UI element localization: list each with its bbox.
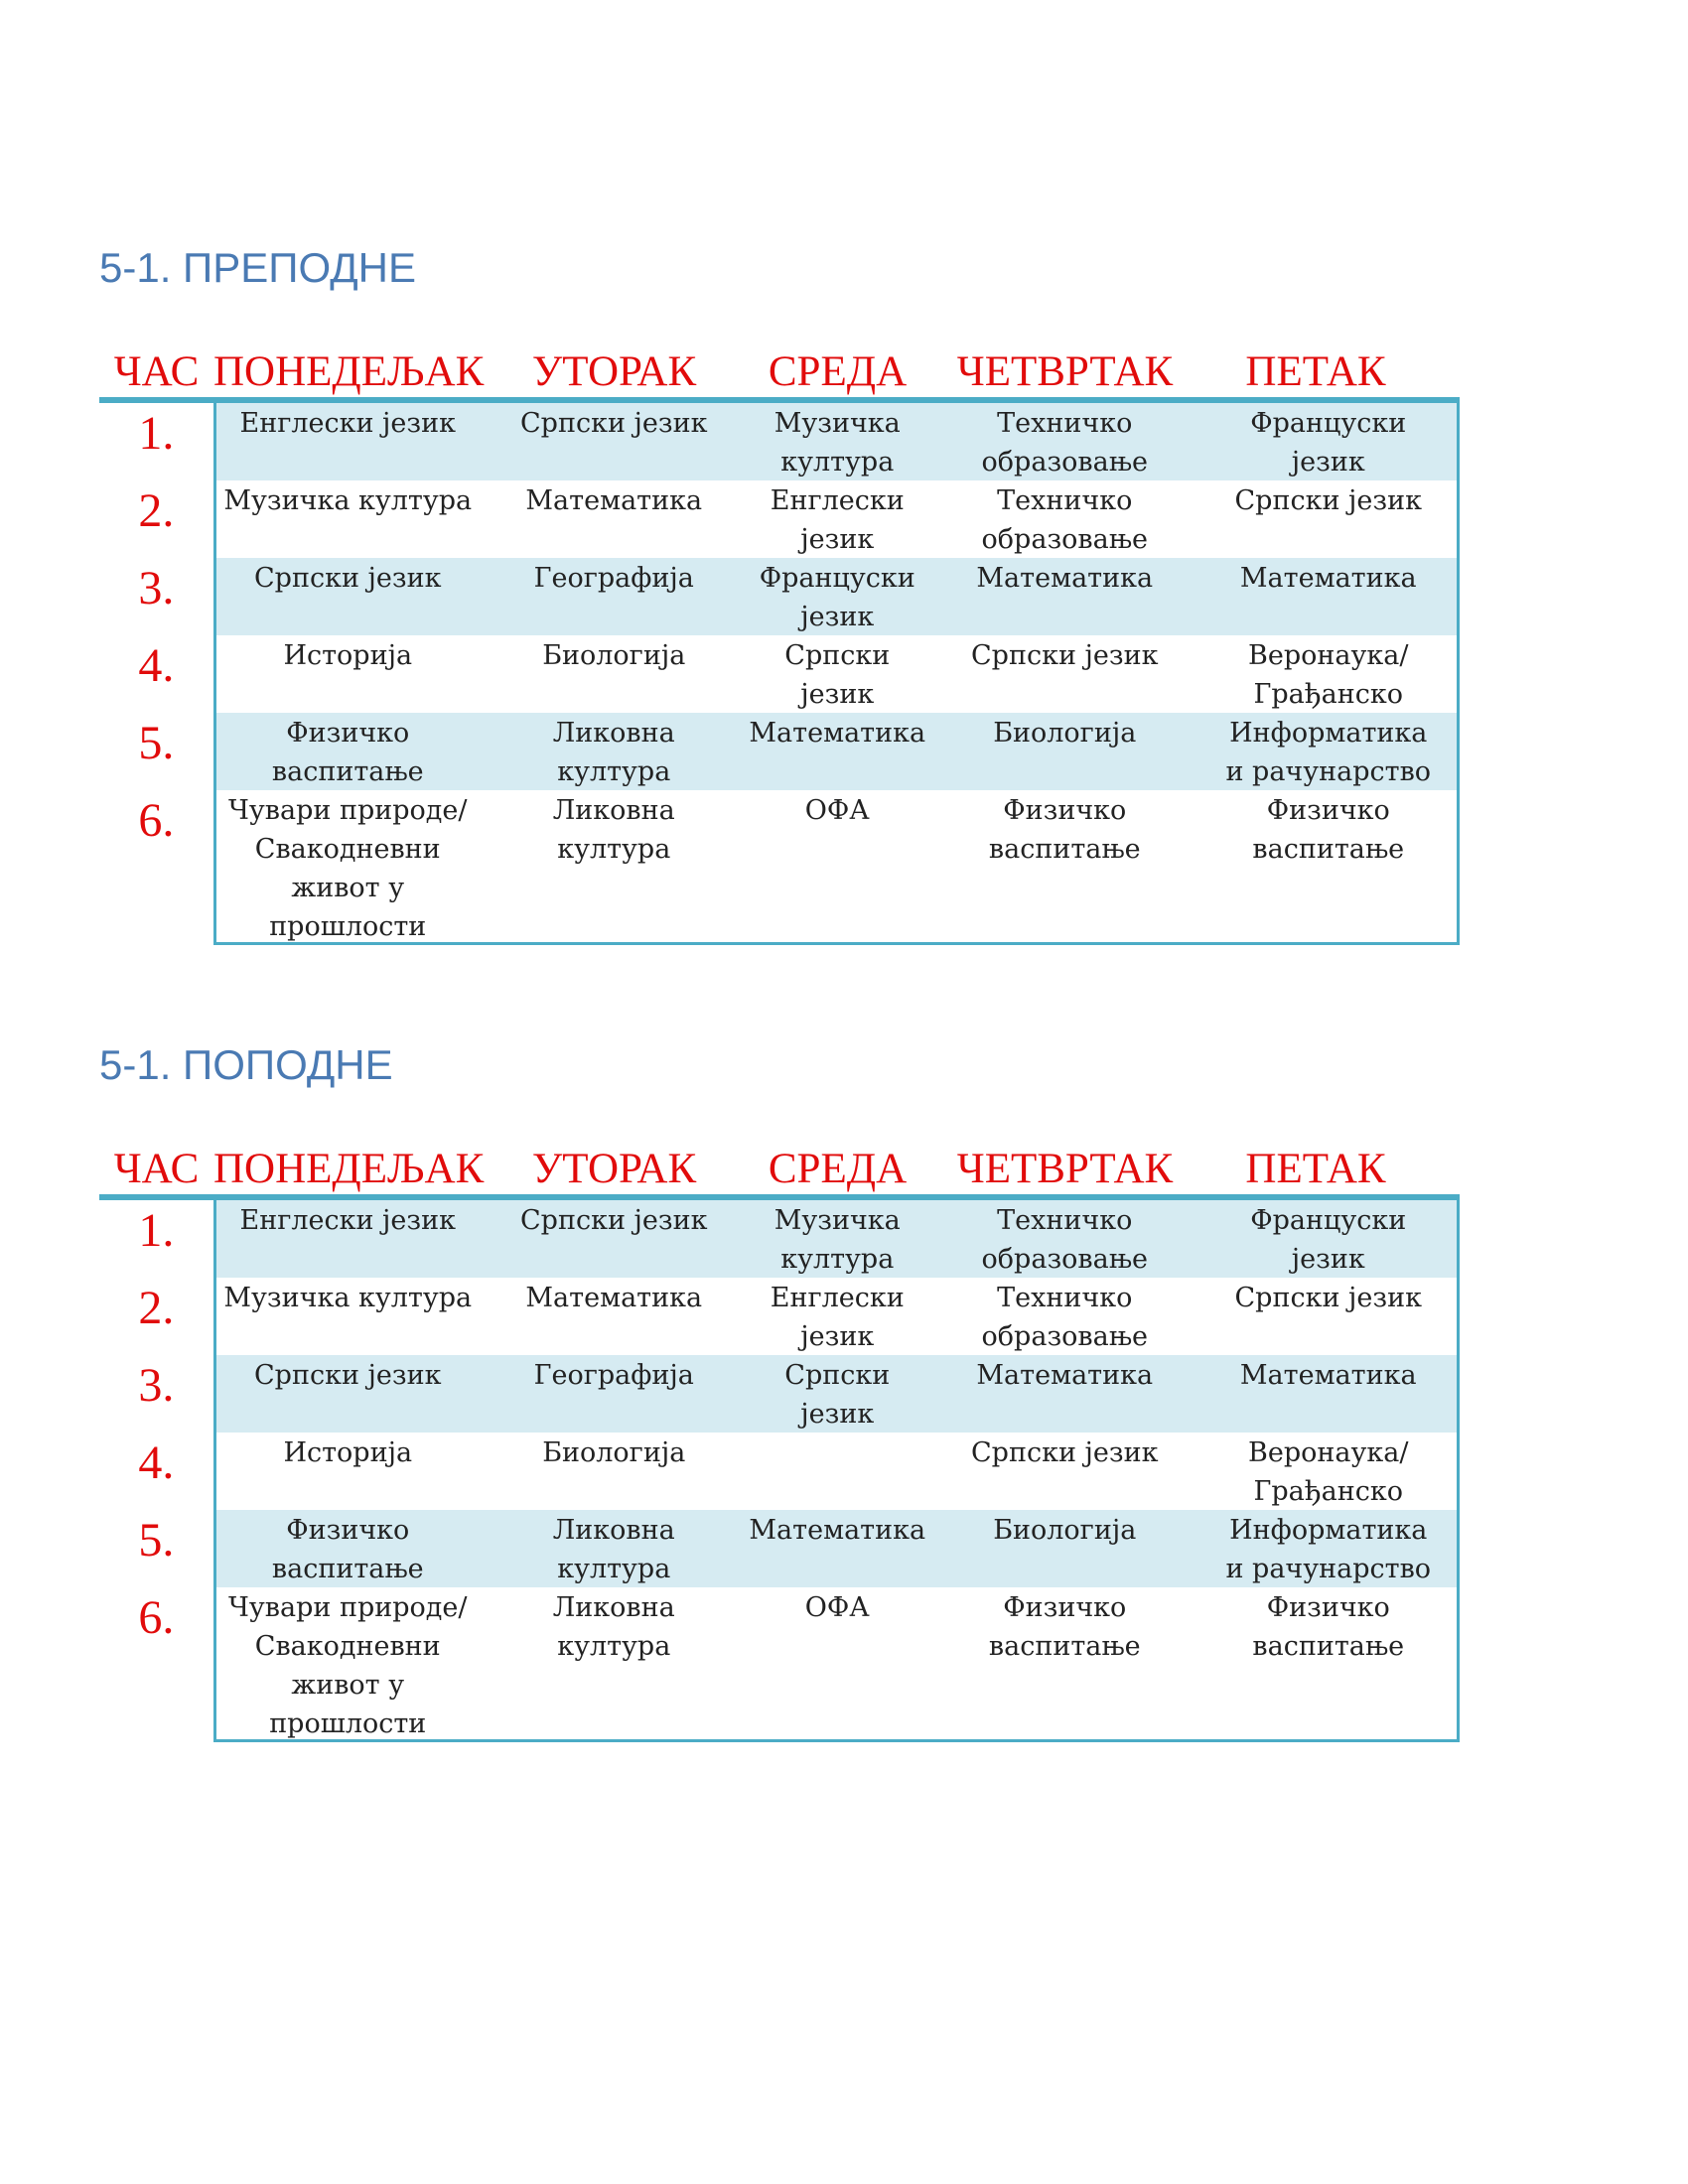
period-number: 1. [99,1200,213,1278]
period-number: 6. [99,790,213,945]
table-cell: ОФА [804,795,870,826]
table-cell: Српски језик [520,408,708,439]
column-header-friday: ПЕТАК [1245,1146,1386,1192]
table-cell: Историја [283,640,413,671]
table-cell: Ликовна култура [552,1592,675,1662]
period-number: 5. [99,1510,213,1587]
schedule-section-afternoon [99,1035,1460,1742]
table-cell: Биологија [993,718,1137,749]
table-cell: Енглески језик [770,1283,905,1352]
column-header-monday: ПОНЕДЕЉАК [213,1146,485,1192]
table-row [99,1200,1460,1278]
table-cell: Српски језик [971,1437,1159,1468]
table-cell: Физичко васпитање [988,795,1141,865]
period-number: 6. [99,1587,213,1742]
table-cell: Математика [525,1283,703,1313]
table-cell: Енглески језик [239,408,456,439]
table-cell [749,1433,926,1510]
table-row [99,713,1460,790]
table-cell: Енглески језик [239,1205,456,1236]
table-cell: Техничко образовање [981,1205,1148,1275]
table-row [99,635,1460,713]
table-cell: Биологија [542,640,686,671]
table-cell: Математика [976,563,1154,594]
table-cell: Биологија [542,1437,686,1468]
table-cell: Физичко васпитање [988,1592,1141,1662]
table-cell: Француски језик [759,563,915,632]
table-row [99,1433,1460,1510]
table-cell: Математика [1239,1360,1417,1391]
table-header [99,1143,1460,1200]
table-cell: Информатика и рачунарство [1225,1515,1432,1584]
period-number: 2. [99,1278,213,1355]
table-cell: Техничко образовање [981,485,1148,555]
table-cell: Српски језик [784,1360,891,1430]
period-number: 5. [99,713,213,790]
section-title: 5-1. ПОПОДНЕ [99,1041,393,1088]
table-cell: Математика [976,1360,1154,1391]
column-header-wednesday: СРЕДА [768,348,908,395]
table-cell: Техничко образовање [981,408,1148,478]
table-row [99,1587,1460,1742]
table-cell: Географија [533,1360,694,1391]
table-cell: Физичко васпитање [271,718,424,787]
table-row [99,480,1460,558]
column-header-thursday: ЧЕТВРТАК [956,348,1174,395]
table-cell: Веронаука/ Грађанско [1248,1437,1409,1507]
table-cell: Биологија [993,1515,1137,1546]
table-cell: Српски језик [784,640,891,710]
table-cell: Енглески језик [770,485,905,555]
column-header-tuesday: УТОРАК [531,348,697,395]
table-cell: Музичка култура [774,1205,901,1275]
table-row [99,1278,1460,1355]
column-header-friday: ПЕТАК [1245,348,1386,395]
table-cell: Ликовна култура [552,795,675,865]
period-number: 4. [99,635,213,713]
schedule-section-morning [99,238,1460,945]
table-cell: Веронаука/ Грађанско [1248,640,1409,710]
table-cell: Српски језик [254,563,442,594]
table-cell: Српски језик [1234,1283,1422,1313]
table-cell: Музичка култура [223,485,473,516]
table-header [99,345,1460,403]
table-cell: ОФА [804,1592,870,1623]
period-number: 3. [99,558,213,635]
table-row [99,790,1460,945]
table-cell: Српски језик [520,1205,708,1236]
table-cell: Музичка култура [223,1283,473,1313]
table-cell: Физичко васпитање [1252,1592,1405,1662]
table-cell: Математика [749,1515,926,1546]
table-cell: Српски језик [254,1360,442,1391]
column-header-thursday: ЧЕТВРТАК [956,1146,1174,1192]
table-cell: Српски језик [1234,485,1422,516]
table-cell: Српски језик [971,640,1159,671]
table-cell: Математика [1239,563,1417,594]
period-number: 1. [99,403,213,480]
table-cell: Музичка култура [774,408,901,478]
table-cell: Математика [749,718,926,749]
table-cell: Математика [525,485,703,516]
table-row [99,558,1460,635]
table-cell: Ликовна култура [552,1515,675,1584]
column-header-monday: ПОНЕДЕЉАК [213,348,485,395]
schedule-table [99,1200,1460,1742]
column-header-tuesday: УТОРАК [531,1146,697,1192]
table-cell: Француски језик [1250,408,1407,478]
table-row [99,1355,1460,1433]
table-cell: Француски језик [1250,1205,1407,1275]
table-row [99,403,1460,480]
table-cell: Чувари природе/ Свакодневни живот у прошлости [228,1592,468,1739]
period-number: 2. [99,480,213,558]
table-cell: Физичко васпитање [1252,795,1405,865]
schedule-table [99,403,1460,945]
column-header-wednesday: СРЕДА [768,1146,908,1192]
table-cell: Чувари природе/ Свакодневни живот у прошлости [228,795,468,942]
period-number: 3. [99,1355,213,1433]
table-cell: Историја [283,1437,413,1468]
table-cell: Физичко васпитање [271,1515,424,1584]
table-cell: Ликовна култура [552,718,675,787]
column-header-hour: ЧАС [113,1146,200,1192]
table-cell: Техничко образовање [981,1283,1148,1352]
table-cell: Информатика и рачунарство [1225,718,1432,787]
table-row [99,1510,1460,1587]
period-number: 4. [99,1433,213,1510]
section-title: 5-1. ПРЕПОДНЕ [99,244,416,291]
column-header-hour: ЧАС [113,348,200,395]
table-cell: Географија [533,563,694,594]
